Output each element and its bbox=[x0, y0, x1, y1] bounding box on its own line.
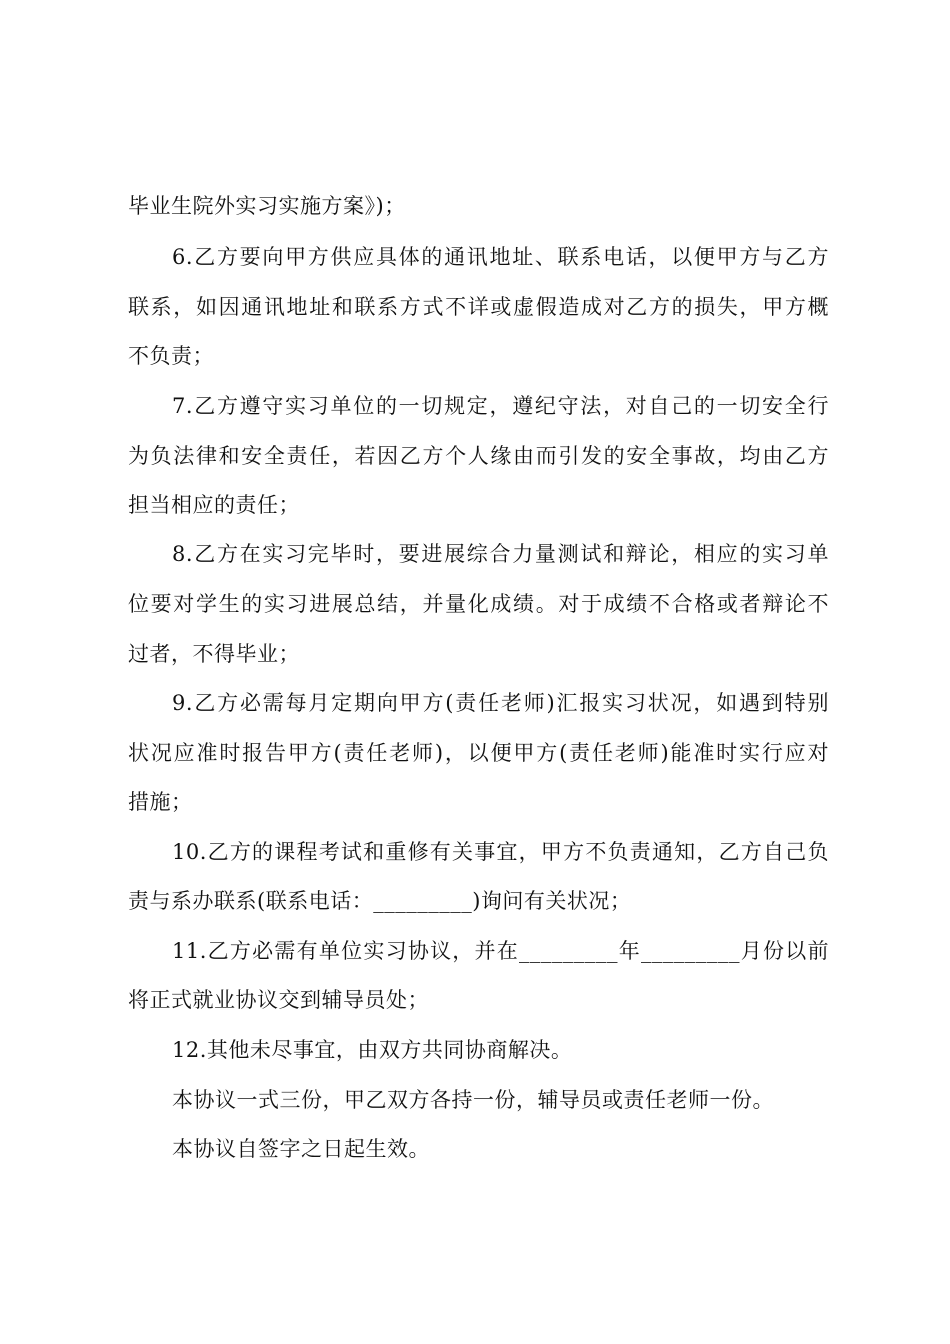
paragraph-12: 12.其他未尽事宜，由双方共同协商解决。 bbox=[172, 1038, 573, 1062]
effective-clause: 本协议自签字之日起生效。 bbox=[172, 1137, 430, 1161]
paragraph-6-line-3: 不负责； bbox=[128, 344, 214, 368]
paragraph-6-line-1: 6.乙方要向甲方供应具体的通讯地址、联系电话，以便甲方与乙方 bbox=[172, 245, 829, 269]
text-line: 毕业生院外实习实施方案》)； bbox=[128, 194, 406, 218]
paragraph-7-line-3: 担当相应的责任； bbox=[128, 493, 300, 517]
paragraph-11-line-2: 将正式就业协议交到辅导员处； bbox=[128, 988, 429, 1012]
paragraph-7-line-2: 为负法律和安全责任，若因乙方个人缘由而引发的安全事故，均由乙方 bbox=[128, 444, 829, 468]
paragraph-8-line-3: 过者，不得毕业； bbox=[128, 642, 300, 666]
paragraph-9-line-3: 措施； bbox=[128, 790, 193, 814]
paragraph-9-line-2: 状况应准时报告甲方(责任老师)，以便甲方(责任老师)能准时实行应对 bbox=[128, 741, 829, 765]
copies-clause: 本协议一式三份，甲乙双方各持一份，辅导员或责任老师一份。 bbox=[172, 1088, 774, 1112]
paragraph-8-line-2: 位要对学生的实习进展总结，并量化成绩。对于成绩不合格或者辩论不 bbox=[128, 592, 829, 616]
paragraph-7-line-1: 7.乙方遵守实习单位的一切规定，遵纪守法，对自己的一切安全行 bbox=[172, 394, 829, 418]
paragraph-8-line-1: 8.乙方在实习完毕时，要进展综合力量测试和辩论，相应的实习单 bbox=[172, 542, 829, 566]
paragraph-10-line-1: 10.乙方的课程考试和重修有关事宜，甲方不负责通知，乙方自己负 bbox=[172, 840, 829, 864]
paragraph-6-line-2: 联系，如因通讯地址和联系方式不详或虚假造成对乙方的损失，甲方概 bbox=[128, 295, 829, 319]
paragraph-11-line-1: 11.乙方必需有单位实习协议，并在_________年_________月份以前 bbox=[172, 939, 829, 963]
paragraph-10-line-2: 责与系办联系(联系电话：_________)询问有关状况； bbox=[128, 889, 632, 913]
paragraph-9-line-1: 9.乙方必需每月定期向甲方(责任老师)汇报实习状况，如遇到特别 bbox=[172, 691, 829, 715]
